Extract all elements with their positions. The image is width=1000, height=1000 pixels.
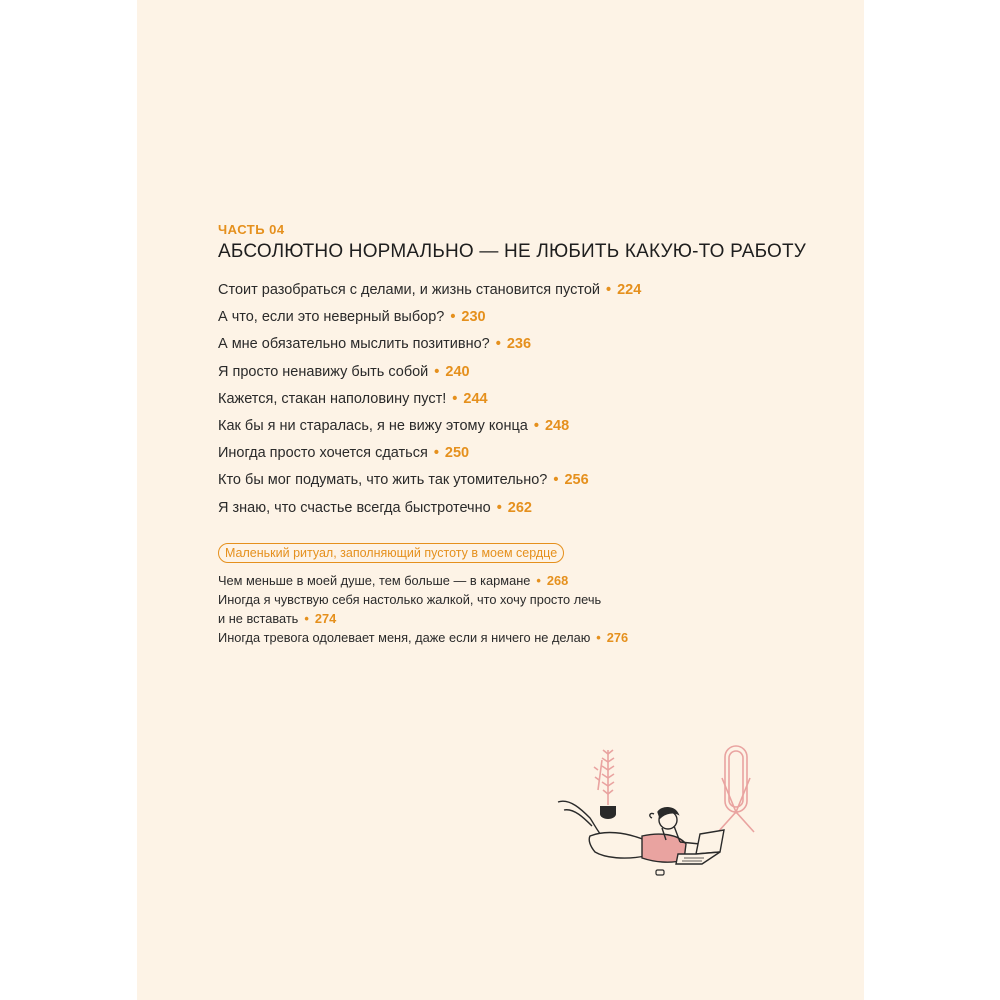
toc-entry-title: Кто бы мог подумать, что жить так утомительно? <box>218 472 548 489</box>
bullet-icon: • <box>496 499 502 516</box>
toc-entry <box>218 307 641 334</box>
bullet-icon: • <box>553 472 559 489</box>
toc-entry <box>218 498 641 525</box>
toc-entry-page: 244 <box>463 390 488 407</box>
toc-entry-page: 248 <box>544 417 570 434</box>
ritual-entry <box>218 590 628 609</box>
toc-entry-page: 256 <box>564 472 589 489</box>
part-label: ЧАСТЬ 04 <box>218 222 285 237</box>
toc-entry-title: Иногда просто хочется сдаться <box>218 445 428 462</box>
bullet-icon: • <box>450 309 456 326</box>
ritual-section-label: Маленький ритуал, заполняющий пустоту в моем сердце <box>218 543 564 563</box>
ritual-list <box>218 571 628 647</box>
toc-entry <box>218 334 641 361</box>
part-title: АБСОЛЮТНО НОРМАЛЬНО — НЕ ЛЮБИТЬ КАКУЮ-ТО РАБОТУ <box>218 241 807 262</box>
phone-icon <box>656 870 664 875</box>
ritual-entry-page: 276 <box>606 630 629 645</box>
ritual-entry <box>218 628 628 647</box>
toc-entry-title: Я просто ненавижу быть собой <box>218 363 429 380</box>
bullet-icon: • <box>536 573 541 588</box>
toc-entry-page: 262 <box>507 499 532 516</box>
toc-entry-title: Как бы я ни старалась, я не вижу этому конца <box>218 417 528 434</box>
bullet-icon: • <box>434 363 440 380</box>
toc-entry <box>218 443 641 470</box>
bullet-icon: • <box>433 445 439 462</box>
ritual-entry-page: 268 <box>546 573 569 588</box>
toc-entry-page: 250 <box>444 445 470 462</box>
mirror-icon <box>718 746 754 832</box>
ritual-entry-page: 274 <box>314 611 337 626</box>
toc-entry-page: 224 <box>617 282 642 298</box>
plant-pot <box>600 806 616 819</box>
bullet-icon: • <box>452 390 458 407</box>
bullet-icon: • <box>495 336 501 353</box>
bullet-icon: • <box>605 282 612 298</box>
woman-with-laptop-illustration <box>550 740 770 880</box>
toc-entry <box>218 389 641 416</box>
toc-entry-title: А что, если это неверный выбор? <box>218 309 445 326</box>
toc-entry-title: А мне обязательно мыслить позитивно? <box>218 336 490 353</box>
ritual-entry-continued <box>218 609 628 628</box>
ritual-entry-title: Иногда тревога одолевает меня, даже если я ничего не делаю <box>218 630 591 645</box>
ritual-entry-title: Иногда я чувствую себя настолько жалкой, что хочу просто лечь <box>218 592 602 607</box>
toc-entry-title: Я знаю, что счастье всегда быстротечно <box>218 499 491 516</box>
toc-entry-title: Кажется, стакан наполовину пуст! <box>218 390 447 407</box>
plant-icon <box>594 750 614 805</box>
toc-entry-page: 236 <box>506 336 532 353</box>
woman-figure <box>558 801 700 862</box>
toc-entry <box>218 416 641 443</box>
ritual-entry <box>218 571 628 590</box>
bullet-icon: • <box>596 630 601 645</box>
toc-entry-title: Стоит разобраться с делами, и жизнь становится пустой <box>218 282 600 298</box>
toc-list <box>218 280 641 525</box>
toc-entry <box>218 470 641 497</box>
bullet-icon: • <box>533 417 539 434</box>
toc-entry-page: 230 <box>461 309 486 326</box>
toc-entry-page: 240 <box>445 363 470 380</box>
ritual-entry-title: и не вставать <box>218 611 299 626</box>
bullet-icon: • <box>304 611 309 626</box>
toc-entry <box>218 362 641 389</box>
ritual-entry-title: Чем меньше в моей душе, тем больше — в кармане <box>218 573 531 588</box>
toc-entry <box>218 280 641 307</box>
